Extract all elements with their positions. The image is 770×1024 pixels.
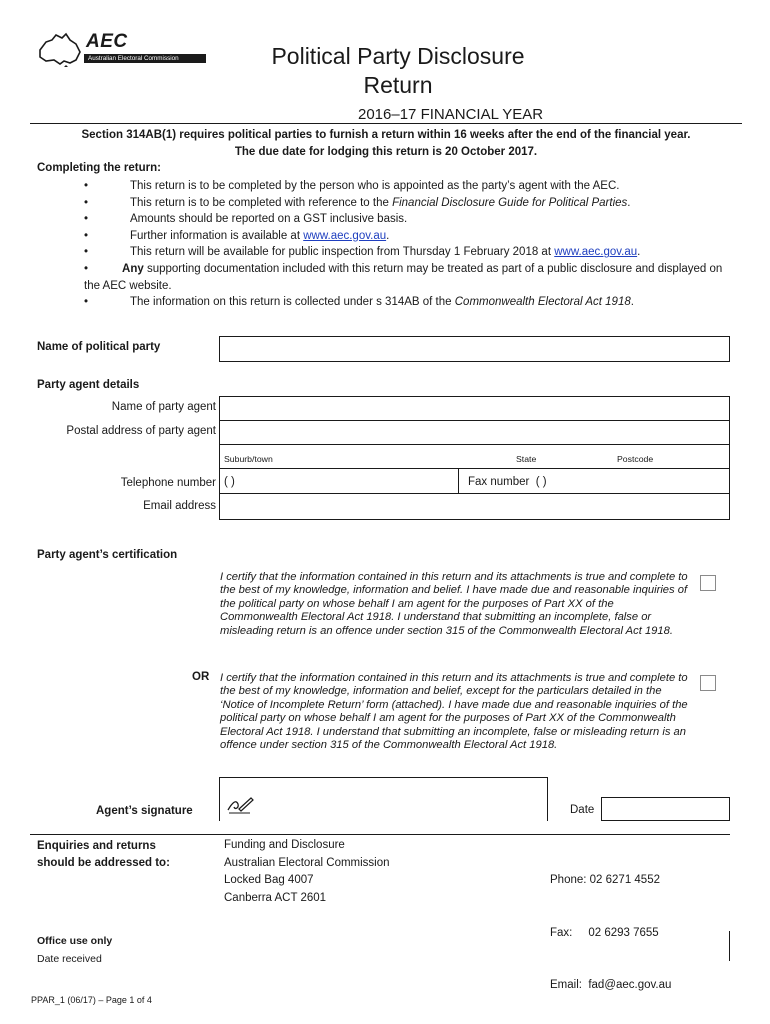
- aec-website-link[interactable]: www.aec.gov.au: [303, 229, 387, 242]
- postal-address-label: Postal address of party agent: [66, 425, 216, 437]
- signature-box[interactable]: [219, 777, 548, 821]
- list-item: • Further information is available at www.aec.gov.au.: [84, 228, 734, 245]
- telephone-label: Telephone number: [120, 477, 216, 489]
- or-label: OR: [192, 671, 210, 683]
- enquiries-label: Enquiries and returns should be addressed to:: [37, 840, 170, 869]
- certification-option-1-text: I certify that the information contained in this return and its attachments is true and complete to the best of my knowledge, information and belief. I have made due and reasonable inquiries of the political party on whose behalf I am agent for the purposes of Part XX of the Commonwealth Electoral Act 1918. I understand that submitting an incomplete, false or misleading return is an offence under section 315 of the Commonwealth Electoral Act 1918.: [220, 571, 688, 637]
- divider: [30, 123, 742, 124]
- grid-line: [458, 469, 459, 493]
- list-item: • This return is to be completed with reference to the Financial Disclosure Guide for Political Parties.: [84, 195, 734, 212]
- signature-pen-icon: [226, 795, 254, 815]
- list-item: • The information on this return is collected under s 314AB of the Commonwealth Electoral Act 1918.: [84, 294, 734, 311]
- email-input[interactable]: [220, 494, 729, 519]
- certification-option-2-checkbox[interactable]: [700, 675, 716, 691]
- office-use-heading: Office use only: [37, 935, 113, 947]
- agent-name-input[interactable]: [220, 397, 729, 419]
- grid-line: [219, 468, 730, 469]
- email-address: Email: fad@aec.gov.au: [550, 979, 672, 991]
- contact-details: [550, 837, 671, 1012]
- list-item: • This return will be available for public inspection from Thursday 1 February 2018 at www.aec.gov.au.: [84, 244, 734, 261]
- postal-address-input[interactable]: [220, 421, 729, 443]
- financial-year: 2016–17 FINANCIAL YEAR: [358, 106, 544, 123]
- signature-label: Agent’s signature: [96, 805, 193, 817]
- fax-number: Fax: 02 6293 7655: [550, 926, 659, 939]
- completing-heading: Completing the return:: [37, 162, 161, 174]
- certification-heading: Party agent’s certification: [37, 549, 178, 561]
- certification-option-2-text: I certify that the information contained in this return and its attachments is true and complete to the best of my knowledge, information and belief, except for the particulars detailed in the ‘Notice of Incomplete Return’ form (attached). I have made due and reasonable inquiries of the political party on whose behalf I am agent for the purposes of Part XX of the Commonwealth Electoral Act 1918. I understand that submitting an incomplete, false or misleading return is an offence under section 315 of the Commonwealth Electoral Act 1918.: [220, 672, 688, 752]
- party-name-input[interactable]: [219, 336, 730, 362]
- mailing-address: Funding and Disclosure Australian Electoral Commission Locked Bag 4007 Canberra ACT 2601: [224, 839, 390, 904]
- date-label: Date: [570, 804, 595, 816]
- logo-abbreviation: AEC: [86, 31, 128, 52]
- instructions-list: [84, 178, 734, 311]
- intro-text: Section 314AB(1) requires political parties to furnish a return within 16 weeks after the end of the financial year. The due date for lodging this return is 20 October 2017.: [81, 129, 691, 158]
- date-received-label: Date received: [37, 953, 102, 964]
- phone-number: Phone: 02 6271 4552: [550, 874, 660, 886]
- suburb-label: Suburb/town: [224, 454, 273, 464]
- grid-line: [219, 444, 730, 445]
- office-box-edge: [729, 931, 730, 961]
- postcode-label: Postcode: [617, 454, 654, 464]
- australia-map-icon: [40, 34, 80, 64]
- list-item: • This return is to be completed by the person who is appointed as the party’s agent with the AEC.: [84, 178, 734, 195]
- certification-option-1-checkbox[interactable]: [700, 575, 716, 591]
- agent-name-label: Name of party agent: [111, 401, 216, 413]
- email-label: Email address: [143, 500, 216, 512]
- aec-website-link[interactable]: www.aec.gov.au: [554, 246, 638, 259]
- telephone-input[interactable]: ( ): [224, 476, 235, 488]
- list-item: • Any supporting documentation included with this return may be treated as part of a public disclosure and displayed on the AEC website.: [84, 261, 734, 294]
- date-input[interactable]: [601, 797, 730, 821]
- page-title: Political Party Disclosure Return: [271, 43, 525, 98]
- list-item: • Amounts should be reported on a GST inclusive basis.: [84, 211, 734, 228]
- logo-full-name: Australian Electoral Commission: [84, 54, 206, 63]
- fax-input[interactable]: Fax number ( ): [468, 476, 547, 488]
- divider: [30, 834, 730, 835]
- agent-details-heading: Party agent details: [37, 379, 140, 391]
- state-label: State: [516, 454, 537, 464]
- party-name-label: Name of political party: [37, 341, 161, 353]
- page-footer: PPAR_1 (06/17) – Page 1 of 4: [31, 995, 152, 1005]
